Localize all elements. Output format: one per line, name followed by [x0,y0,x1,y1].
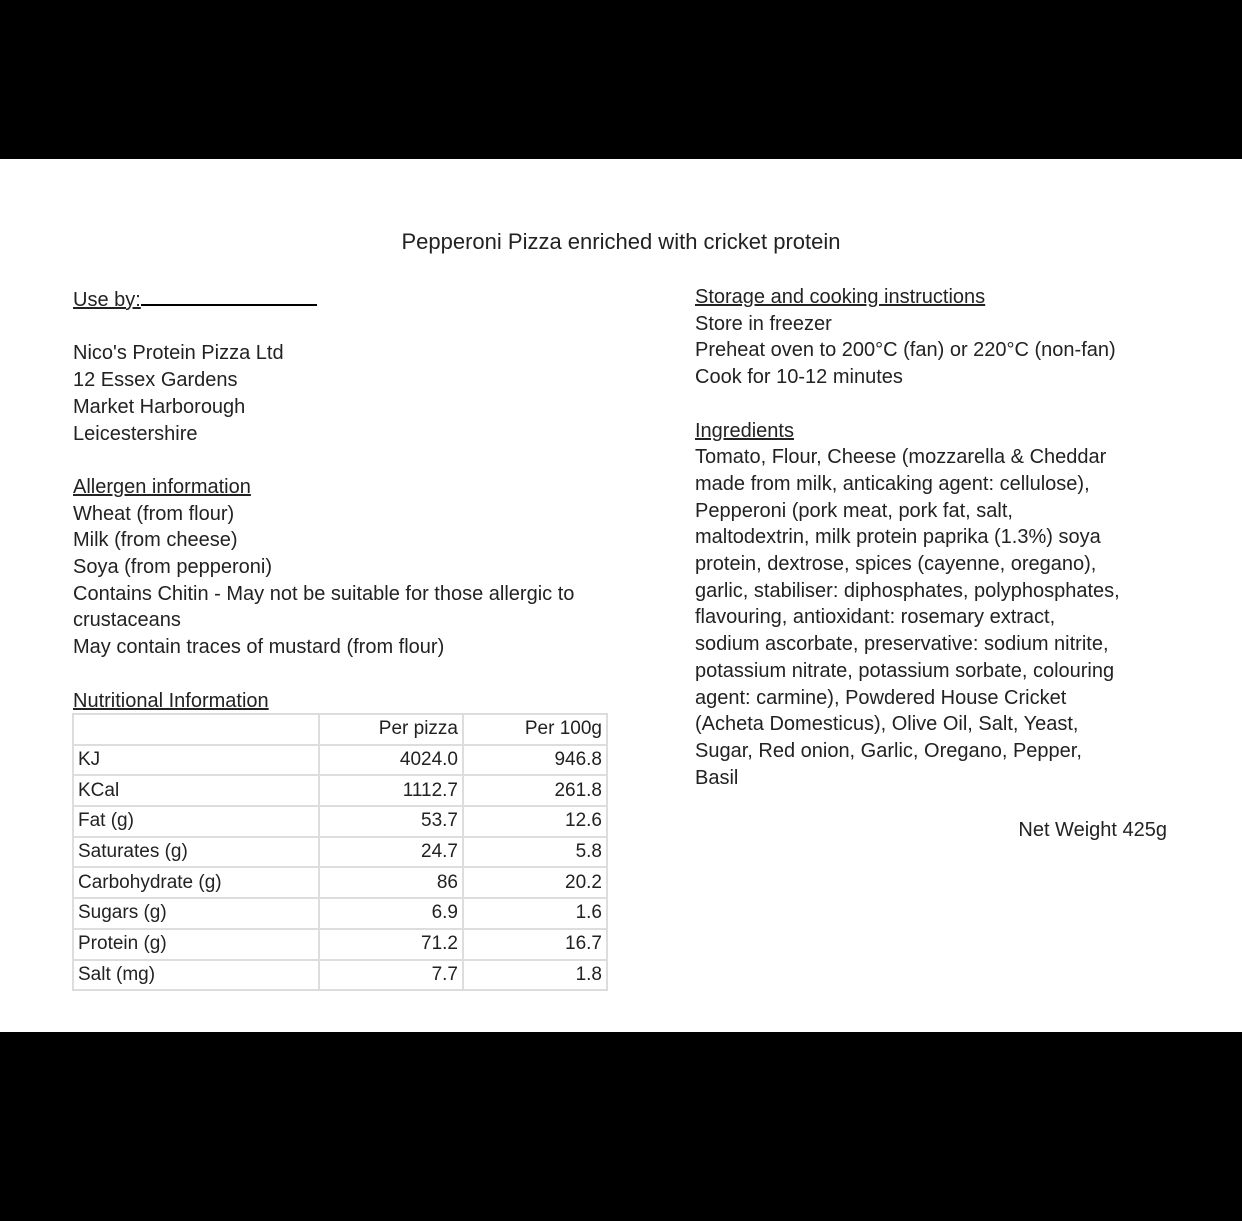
per-100g-value: 1.6 [463,898,607,929]
allergen-line: Wheat (from flour) [73,502,235,525]
per-pizza-value: 24.7 [319,837,463,868]
per-pizza-value: 53.7 [319,806,463,837]
nutrition-table [72,713,608,991]
per-pizza-value: 1112.7 [319,775,463,806]
ingredients-line: Tomato, Flour, Cheese (mozzarella & Cheddar [695,446,1107,469]
right-column [695,284,1195,844]
ingredients-list [695,444,1195,791]
left-column [73,287,663,714]
address-line: Nico's Protein Pizza Ltd [73,342,284,365]
net-weight: Net Weight 425g [1018,819,1167,842]
per-100g-value: 261.8 [463,775,607,806]
storage-line: Cook for 10-12 minutes [695,366,903,389]
nutrient-label: Fat (g) [73,806,319,837]
allergen-line: Milk (from cheese) [73,529,238,552]
per-pizza-value: 7.7 [319,960,463,991]
per-100g-value: 16.7 [463,929,607,960]
nutrient-label: KCal [73,775,319,806]
table-row [73,960,607,991]
nutrient-label: KJ [73,745,319,776]
address-line: Market Harborough [73,395,246,418]
address-line: 12 Essex Gardens [73,369,238,392]
address [73,340,663,447]
ingredients-heading: Ingredients [695,419,794,442]
table-row [73,775,607,806]
ingredients-line: protein, dextrose, spices (cayenne, oregano), [695,553,1097,576]
table-row [73,837,607,868]
nutrient-label [73,714,319,745]
address-line: Leicestershire [73,422,198,445]
per-pizza-value: 4024.0 [319,745,463,776]
table-row [73,867,607,898]
allergen-heading: Allergen information [73,475,251,498]
per-100g-value: 12.6 [463,806,607,837]
nutrient-label: Salt (mg) [73,960,319,991]
allergen-line: May contain traces of mustard (from flour) [73,636,445,659]
ingredients-line: sodium ascorbate, preservative: sodium nitrite, [695,633,1109,656]
per-pizza-value: Per pizza [319,714,463,745]
table-row [73,806,607,837]
ingredients-line: garlic, stabiliser: diphosphates, polyphosphates, [695,579,1120,602]
storage-line: Preheat oven to 200°C (fan) or 220°C (non-fan) [695,339,1116,362]
nutrient-label: Sugars (g) [73,898,319,929]
ingredients-line: Sugar, Red onion, Garlic, Oregano, Pepper, [695,739,1082,762]
per-100g-value: Per 100g [463,714,607,745]
nutrition-heading: Nutritional Information [73,689,269,712]
ingredients-line: Pepperoni (pork meat, pork fat, salt, [695,499,1013,522]
ingredients-line: flavouring, antioxidant: rosemary extract, [695,606,1056,629]
label-page [0,159,1242,1032]
storage-line: Store in freezer [695,312,832,335]
table-row [73,898,607,929]
allergen-line: Contains Chitin - May not be suitable for those allergic to [73,582,575,605]
use-by-label: Use by: [73,289,141,311]
ingredients-line: (Acheta Domesticus), Olive Oil, Salt, Yeast, [695,713,1079,736]
nutrient-label: Saturates (g) [73,837,319,868]
table-row [73,745,607,776]
allergen-line: Soya (from pepperoni) [73,556,272,578]
storage-heading: Storage and cooking instructions [695,286,986,308]
per-100g-value: 1.8 [463,960,607,991]
ingredients-line: made from milk, anticaking agent: cellulose), [695,472,1090,495]
per-pizza-value: 6.9 [319,898,463,929]
use-by-blank [141,303,317,306]
ingredients-line: maltodextrin, milk protein paprika (1.3%) soya [695,526,1101,549]
ingredients-line: Basil [695,766,739,789]
ingredients-line: agent: carmine), Powdered House Cricket [695,686,1067,709]
use-by-line [73,287,663,314]
per-100g-value: 5.8 [463,837,607,868]
table-row [73,929,607,960]
nutrient-label: Carbohydrate (g) [73,867,319,898]
product-title: Pepperoni Pizza enriched with cricket protein [401,229,841,254]
per-100g-value: 946.8 [463,745,607,776]
per-pizza-value: 71.2 [319,929,463,960]
ingredients-line: potassium nitrate, potassium sorbate, colouring [695,659,1115,682]
per-pizza-value: 86 [319,867,463,898]
allergen-line: crustaceans [73,609,181,632]
nutrient-label: Protein (g) [73,929,319,960]
table-header-row [73,714,607,745]
per-100g-value: 20.2 [463,867,607,898]
